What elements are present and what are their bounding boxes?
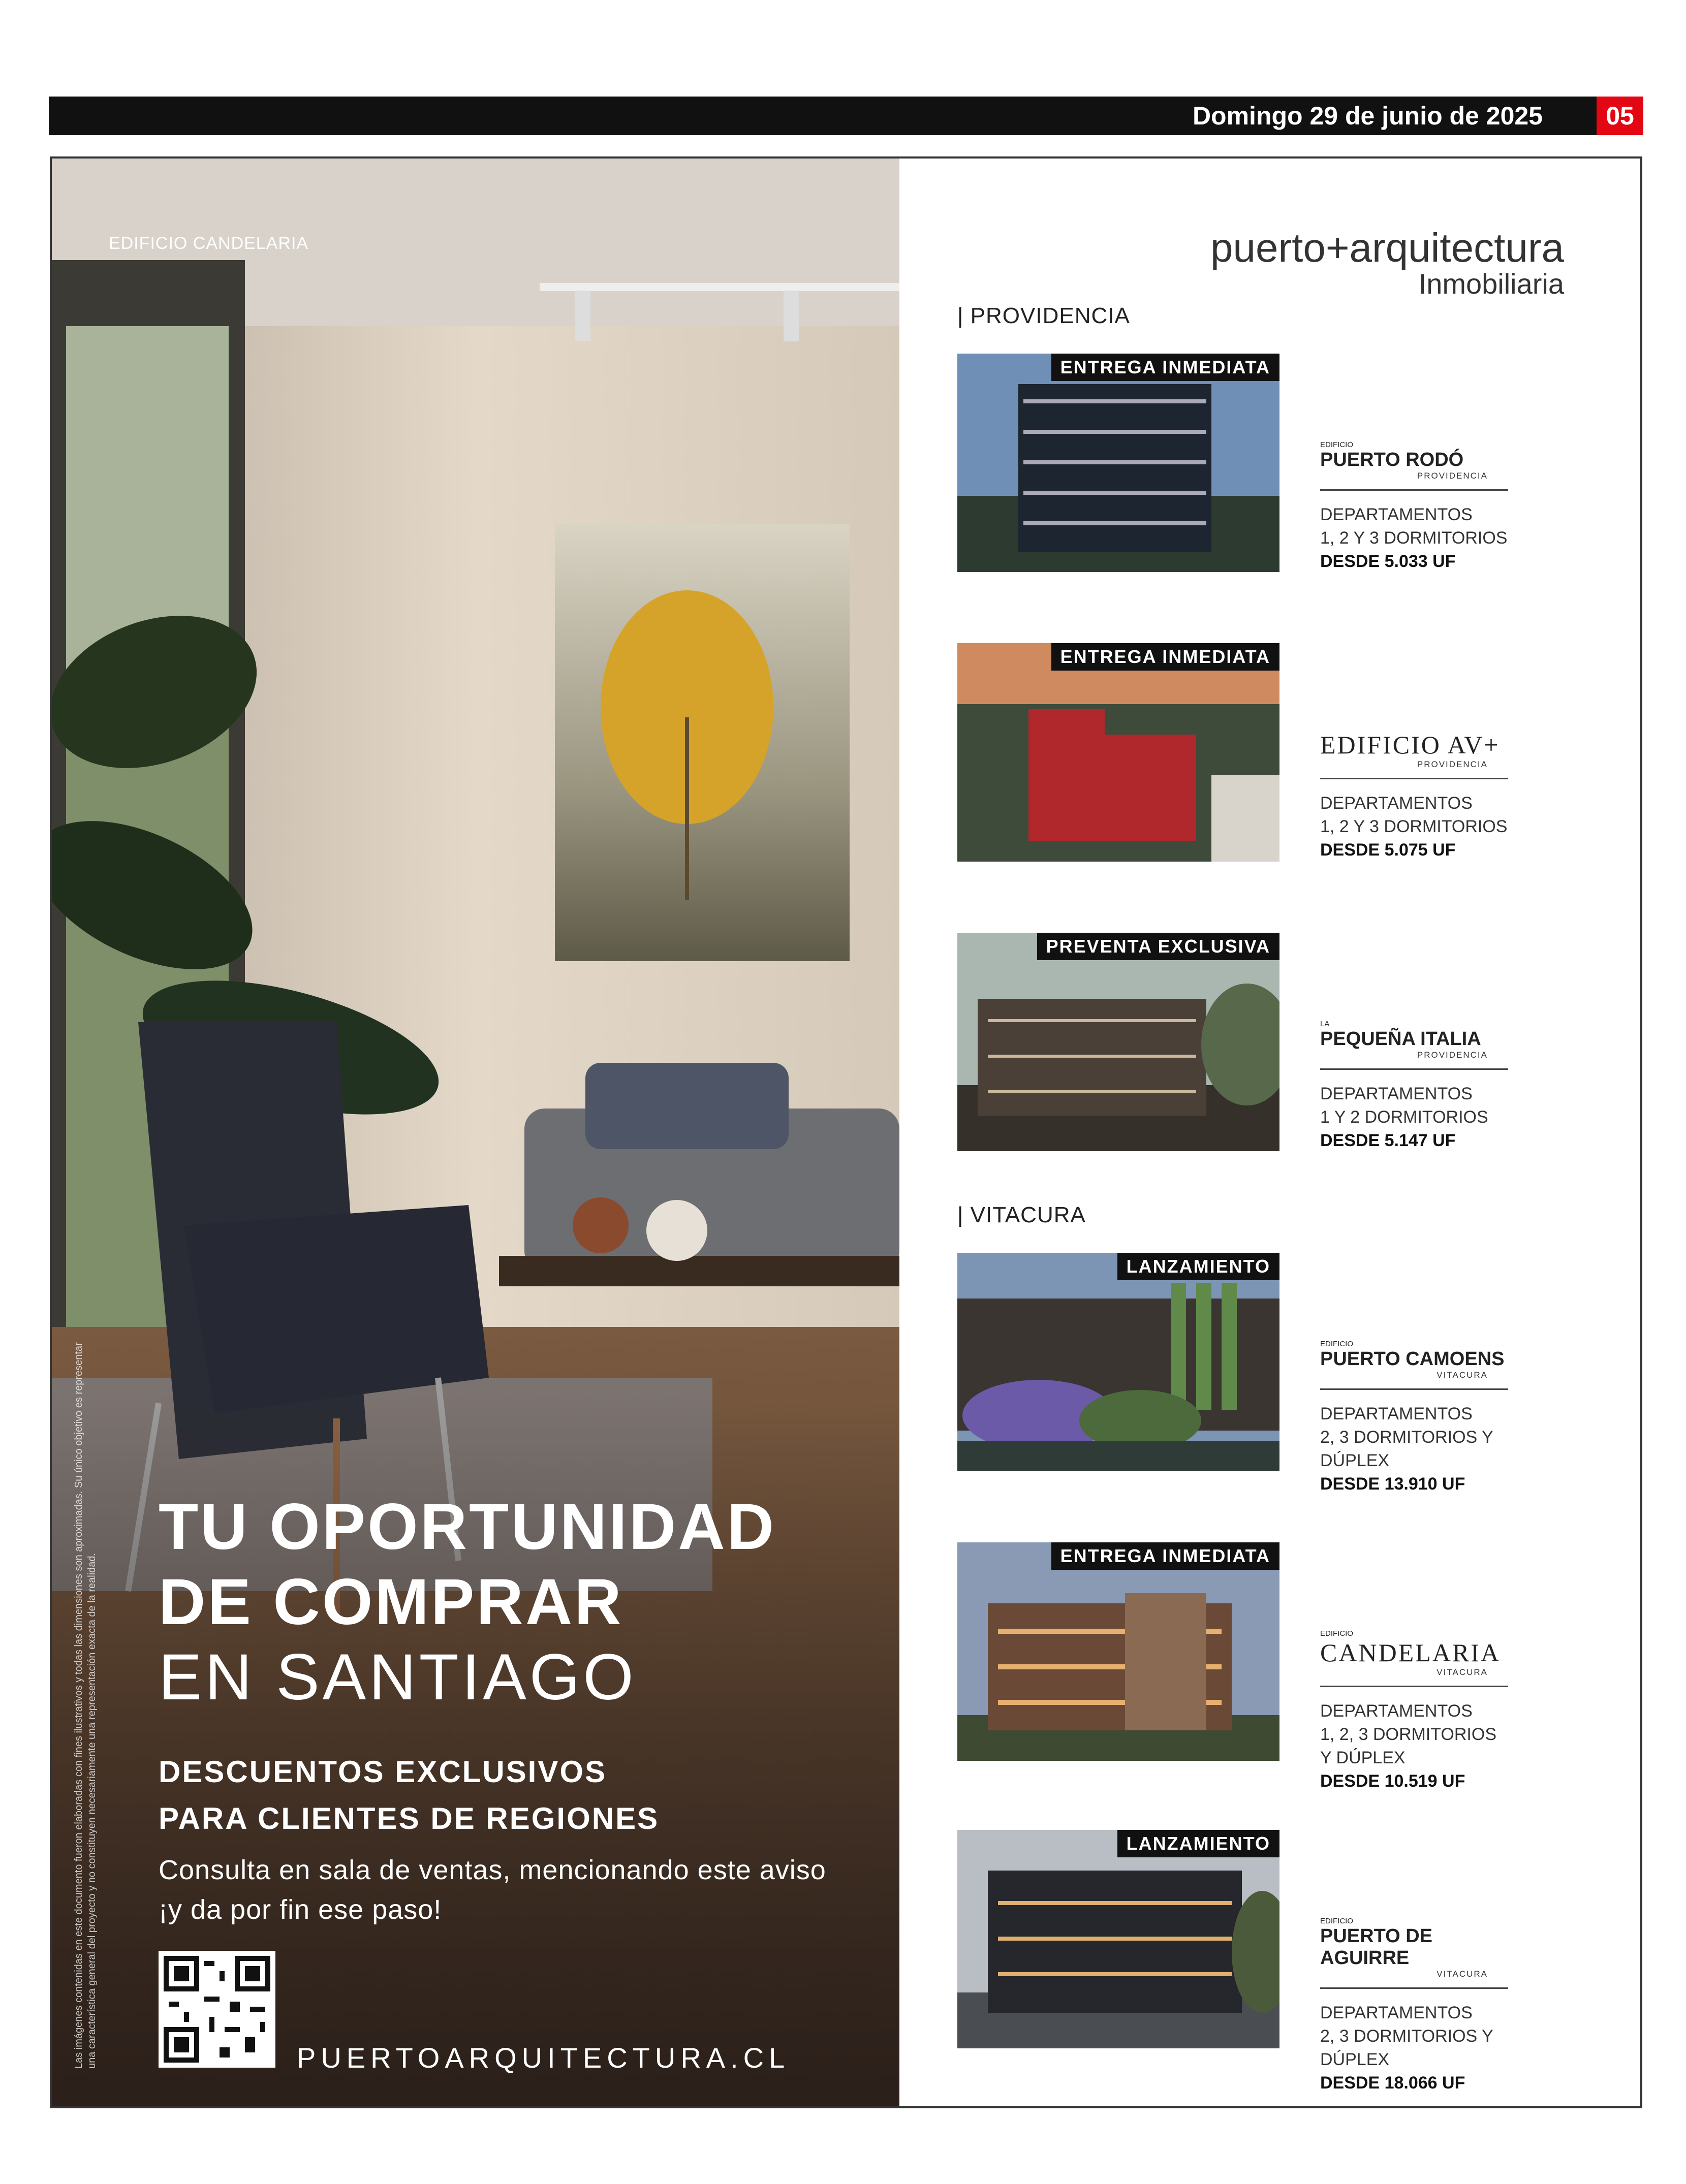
building-photo bbox=[957, 354, 1279, 572]
project-tag: ENTREGA INMEDIATA bbox=[1051, 1542, 1279, 1570]
headline-line-2: DE COMPRAR bbox=[159, 1566, 623, 1638]
project-location: PROVIDENCIA bbox=[1417, 1050, 1488, 1060]
legal-disclaimer: Las imágenes contenidas en este documento fueron elaboradas con fines ilustrativos y todas las dimensiones son aproximadas. Su único objetivo es representar una característica general del proyecto y no constituyen necesariamente una representación exacta de la realidad. bbox=[73, 1342, 98, 2069]
note-line-1: Consulta en sala de ventas, mencionando este aviso bbox=[159, 1855, 826, 1885]
project-price: DESDE 5.075 UF bbox=[1320, 840, 1456, 860]
brand-name: puerto+arquitectura bbox=[1210, 225, 1564, 270]
project-image[interactable] bbox=[957, 1830, 1279, 2048]
project-tag: LANZAMIENTO bbox=[1117, 1830, 1279, 1857]
project-image[interactable] bbox=[957, 354, 1279, 572]
building-photo bbox=[957, 1542, 1279, 1761]
ad-headline bbox=[159, 1490, 776, 1715]
project-location: VITACURA bbox=[1437, 1969, 1488, 1979]
region-label-vitacura: | VITACURA bbox=[957, 1202, 1086, 1227]
project-price: DESDE 18.066 UF bbox=[1320, 2073, 1465, 2093]
project-image[interactable] bbox=[957, 933, 1279, 1151]
divider bbox=[1320, 1388, 1508, 1390]
interior-photo bbox=[52, 159, 899, 2106]
project-name: PEQUEÑA ITALIA bbox=[1320, 1028, 1481, 1050]
qr-code-icon[interactable] bbox=[159, 1951, 275, 2068]
project-prefix: EDIFICIO bbox=[1320, 1917, 1354, 1925]
project-type: DEPARTAMENTOS bbox=[1320, 1084, 1473, 1103]
divider bbox=[1320, 778, 1508, 779]
project-info bbox=[1320, 1340, 1508, 1496]
project-price: DESDE 5.033 UF bbox=[1320, 552, 1456, 571]
building-photo bbox=[957, 643, 1279, 862]
project-info bbox=[1320, 1020, 1508, 1152]
project-location: VITACURA bbox=[1437, 1370, 1488, 1380]
project-tag: PREVENTA EXCLUSIVA bbox=[1037, 933, 1279, 960]
project-rooms: 2, 3 DORMITORIOS Y DÚPLEX bbox=[1320, 1428, 1493, 1470]
header-bar bbox=[49, 97, 1634, 135]
project-price: DESDE 10.519 UF bbox=[1320, 1771, 1465, 1791]
ad-note bbox=[159, 1850, 826, 1929]
project-rooms: 2, 3 DORMITORIOS Y DÚPLEX bbox=[1320, 2027, 1493, 2069]
project-prefix: EDIFICIO bbox=[1320, 1629, 1354, 1638]
website-link[interactable]: PUERTOARQUITECTURA.CL bbox=[297, 2042, 790, 2074]
subheadline-line-1: DESCUENTOS EXCLUSIVOS bbox=[159, 1755, 607, 1789]
project-name: PUERTO CAMOENS bbox=[1320, 1348, 1505, 1370]
project-price: DESDE 5.147 UF bbox=[1320, 1131, 1456, 1150]
building-photo bbox=[957, 933, 1279, 1151]
project-image[interactable] bbox=[957, 1253, 1279, 1471]
project-tag: ENTREGA INMEDIATA bbox=[1051, 354, 1279, 381]
project-type: DEPARTAMENTOS bbox=[1320, 794, 1473, 813]
projects-column bbox=[899, 159, 1640, 2106]
project-type: DEPARTAMENTOS bbox=[1320, 2003, 1473, 2022]
project-info bbox=[1320, 730, 1508, 862]
headline-line-3: EN SANTIAGO bbox=[159, 1641, 637, 1714]
project-rooms: 1, 2, 3 DORMITORIOS Y DÚPLEX bbox=[1320, 1725, 1497, 1767]
project-rooms: 1 Y 2 DORMITORIOS bbox=[1320, 1107, 1488, 1127]
divider bbox=[1320, 1987, 1508, 1989]
building-photo bbox=[957, 1253, 1279, 1471]
photo-caption: EDIFICIO CANDELARIA bbox=[109, 234, 309, 253]
project-image[interactable] bbox=[957, 1542, 1279, 1761]
project-info bbox=[1320, 440, 1508, 573]
region-label-providencia: | PROVIDENCIA bbox=[957, 303, 1130, 328]
headline-line-1: TU OPORTUNIDAD bbox=[159, 1491, 776, 1563]
project-rooms: 1, 2 Y 3 DORMITORIOS bbox=[1320, 528, 1508, 548]
divider bbox=[1320, 1068, 1508, 1070]
project-prefix: EDIFICIO bbox=[1320, 1340, 1354, 1348]
project-type: DEPARTAMENTOS bbox=[1320, 1701, 1473, 1721]
project-rooms: 1, 2 Y 3 DORMITORIOS bbox=[1320, 817, 1508, 836]
project-tag: ENTREGA INMEDIATA bbox=[1051, 643, 1279, 671]
building-photo bbox=[957, 1830, 1279, 2048]
subheadline-line-2: PARA CLIENTES DE REGIONES bbox=[159, 1801, 660, 1835]
project-name: CANDELARIA bbox=[1320, 1638, 1501, 1667]
project-location: VITACURA bbox=[1437, 1667, 1488, 1677]
project-tag: LANZAMIENTO bbox=[1117, 1253, 1279, 1280]
project-type: DEPARTAMENTOS bbox=[1320, 505, 1473, 524]
project-type: DEPARTAMENTOS bbox=[1320, 1404, 1473, 1423]
project-name: PUERTO DE AGUIRRE bbox=[1320, 1925, 1433, 1969]
project-location: PROVIDENCIA bbox=[1417, 759, 1488, 769]
project-price: DESDE 13.910 UF bbox=[1320, 1474, 1465, 1494]
note-line-2: ¡y da por fin ese paso! bbox=[159, 1894, 442, 1925]
project-info bbox=[1320, 1917, 1508, 2095]
brand-sub: Inmobiliaria bbox=[1418, 268, 1564, 300]
project-prefix: EDIFICIO bbox=[1320, 440, 1354, 449]
divider bbox=[1320, 489, 1508, 491]
project-prefix: LA bbox=[1320, 1020, 1330, 1028]
project-image[interactable] bbox=[957, 643, 1279, 862]
issue-date: Domingo 29 de junio de 2025 bbox=[1192, 102, 1543, 130]
page-number: 05 bbox=[1597, 97, 1643, 135]
brand-logo bbox=[1210, 225, 1564, 300]
divider bbox=[1320, 1686, 1508, 1687]
project-name: PUERTO RODÓ bbox=[1320, 449, 1464, 470]
project-location: PROVIDENCIA bbox=[1417, 471, 1488, 481]
ad-subheadline bbox=[159, 1749, 659, 1842]
project-name: EDIFICIO AV+ bbox=[1320, 731, 1500, 759]
project-info bbox=[1320, 1629, 1508, 1793]
